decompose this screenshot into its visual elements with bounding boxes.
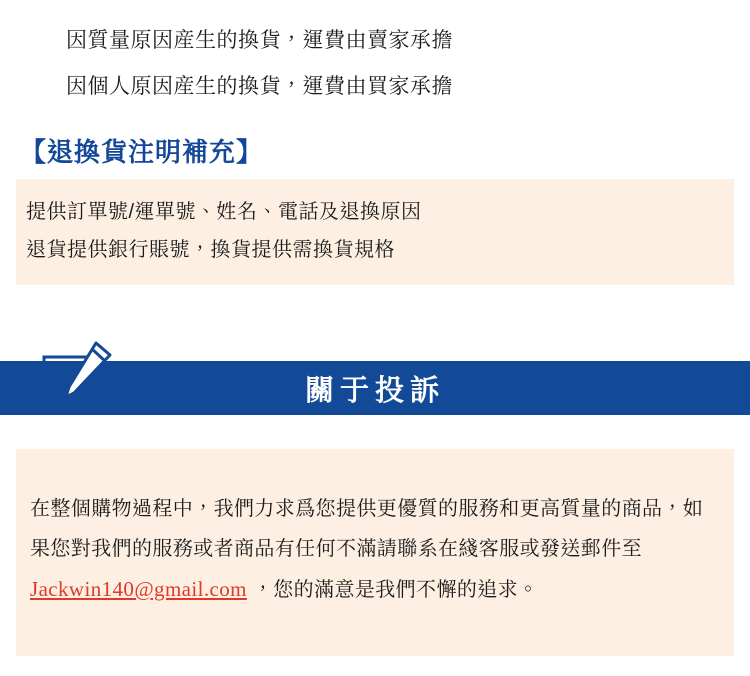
policy-line: 因質量原因産生的換貨，運費由賣家承擔 [66, 29, 453, 52]
note-section-heading: 【退換貨注明補充】 [20, 137, 264, 167]
complaint-body-block [16, 449, 734, 656]
complaint-banner-title: 關于投訴 [304, 374, 445, 407]
complaint-text-after-email: ，您的滿意是我們不懈的追求。 [246, 579, 539, 601]
support-email-link[interactable]: Jackwin140@gmail.com [30, 577, 247, 601]
return-policy-lines [0, 0, 750, 110]
note-block [16, 179, 734, 285]
complaint-paragraph [16, 489, 734, 610]
note-line: 提供訂單號/運單號、姓名、電話及退換原因 [26, 201, 422, 223]
pencil-note-icon [40, 341, 114, 415]
policy-line: 因個人原因産生的換貨，運費由買家承擔 [66, 75, 453, 98]
note-line: 退貨提供銀行賬號，換貨提供需換貨規格 [26, 239, 395, 261]
complaint-text-before-email: 在整個購物過程中，我們力求爲您提供更優質的服務和更高質量的商品，如果您對我們的服務或者商品有任何不滿請聯系在綫客服或發送郵件至 [30, 498, 704, 560]
complaint-banner [0, 335, 750, 427]
